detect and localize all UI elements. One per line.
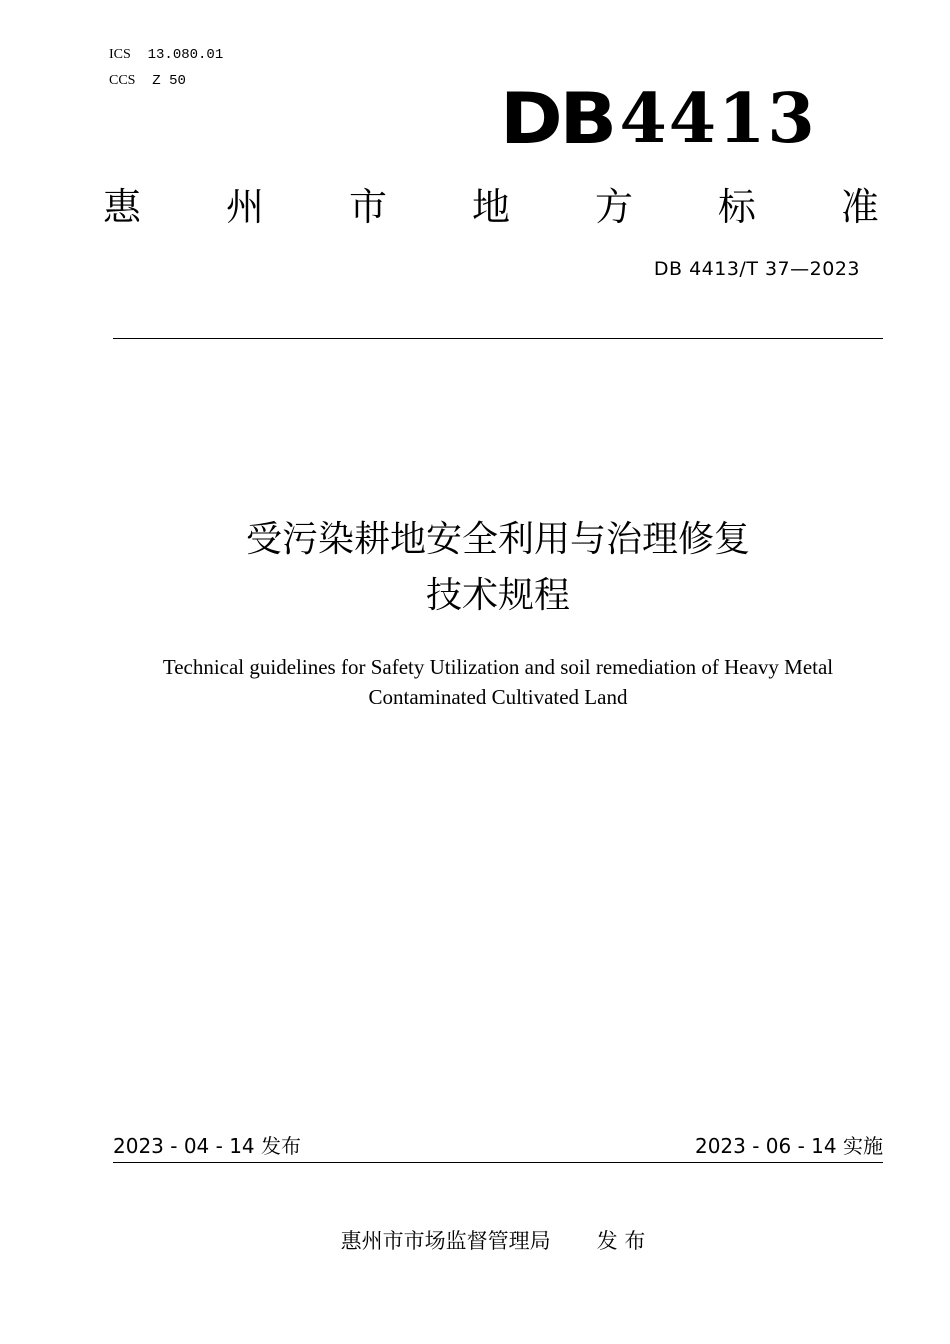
standard-type-char: 州: [225, 185, 264, 229]
title-en-line2: Contaminated Cultivated Land: [368, 685, 628, 709]
ics-value: 13.080.01: [147, 47, 224, 63]
issue-date: 2023 - 04 - 14 发布: [113, 1134, 302, 1158]
db-logo: [500, 80, 820, 158]
ics-label: ICS: [109, 47, 131, 62]
bottom-divider: [113, 1162, 883, 1163]
publisher-action: 发 布: [596, 1229, 646, 1253]
title-cn-line2: 技术规程: [425, 575, 570, 616]
implementation-date: 2023 - 06 - 14 实施: [694, 1134, 883, 1158]
standard-type-char: 标: [717, 185, 756, 229]
title-en-line1: Technical guidelines for Safety Utilization and soil remediation of Heavy Metal: [162, 655, 834, 679]
publisher: [0, 1226, 950, 1256]
standard-type-char: 市: [348, 185, 387, 229]
top-divider: [113, 338, 883, 339]
ccs-value: Z 50: [152, 73, 186, 89]
title-cn-line1: 受污染耕地安全利用与治理修复: [245, 519, 750, 560]
publisher-name: 惠州市市场监督管理局: [340, 1229, 551, 1253]
standard-type-char: 准: [840, 185, 879, 229]
db-logo-number: 4413: [619, 79, 817, 159]
standard-number: DB 4413/T 37—2023: [653, 258, 860, 280]
standard-type-char: 惠: [103, 185, 142, 229]
standard-type-char: 地: [471, 185, 510, 229]
db-logo-letters: DB: [500, 78, 614, 160]
standard-type-char: 方: [594, 185, 633, 229]
ics-code: [109, 47, 223, 63]
ccs-label: CCS: [109, 73, 136, 88]
ccs-code: [109, 73, 186, 89]
standard-type: [103, 184, 879, 230]
